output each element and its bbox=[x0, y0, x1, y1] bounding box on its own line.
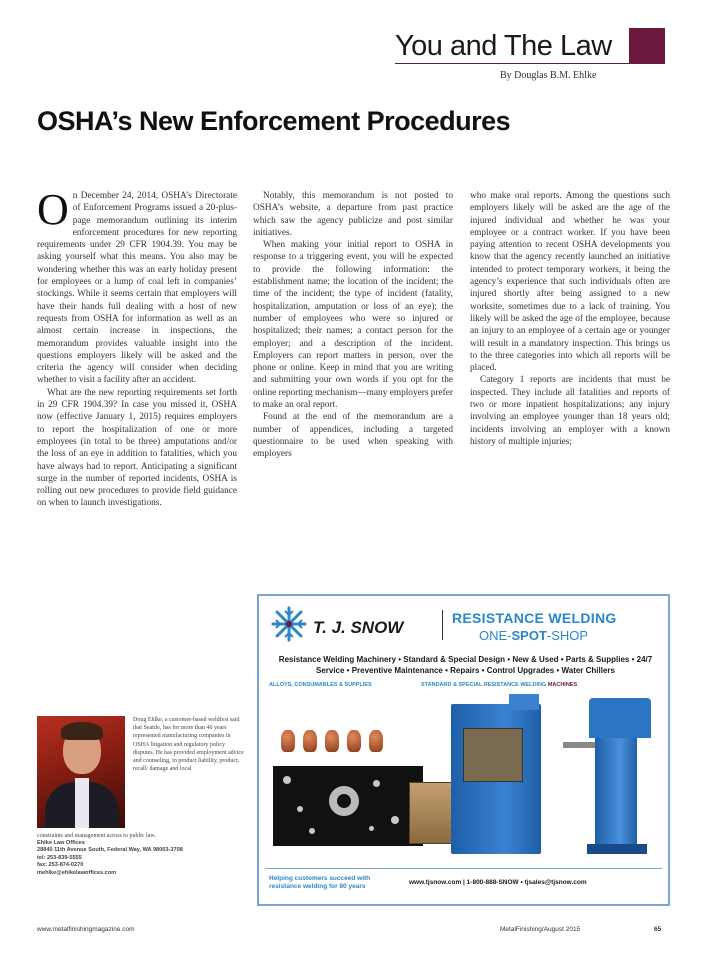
byline: By Douglas B.M. Ehlke bbox=[500, 70, 597, 81]
dropcap: O bbox=[37, 190, 69, 234]
paragraph: Notably, this memorandum is not posted to OSHA’s website, a departure from past practice which saw the agency publicize and post similar initiatives. bbox=[253, 191, 453, 238]
article-title: OSHA’s New Enforcement Procedures bbox=[37, 106, 511, 136]
section-header bbox=[395, 28, 665, 64]
author-bio-continued: constraints and management across to public law. bbox=[37, 833, 156, 839]
welding-machine-image bbox=[451, 704, 541, 854]
section-title: You and The Law bbox=[395, 30, 612, 62]
author-photo bbox=[37, 716, 125, 828]
page-number: 65 bbox=[654, 926, 662, 933]
paragraph: When making your initial report to OSHA in response to a triggering event, you will be expected to provide the following information: the establishment name; the location of the incident; the time of the incident; the type of incident (fatality, hospitalization, amputation or loss of an eye); the number of employees who were so injured or hospitalized; their names; a contact person for the employer; and a description of the incident. Employers can report matters in person, over the phone or online. Keep in mind that you are writing and submitting your own words if you opt for the online reporting mechanism—many employers prefer to make an oral report. bbox=[253, 240, 453, 411]
footer-issue: MetalFinishing/August 2015 bbox=[500, 926, 581, 933]
ad-divider bbox=[442, 610, 443, 640]
spot-welder-image bbox=[559, 698, 655, 858]
ad-company-name: T. J. SNOW bbox=[313, 618, 404, 637]
contact-fax: fax: 253-874-0270 bbox=[37, 862, 84, 869]
author-bio: Doug Ehlke, a customer-based weldfest said that Seattle, has for more than 40 years represented manufacturing companies in OSHA litigation and regulatory policy disputes. He has provided employment advice and counseling, in product liability, product, recall/ damage and local bbox=[133, 717, 244, 773]
ad-contact[interactable]: www.tjsnow.com | 1-800-888-SNOW • tjsales@tjsnow.com bbox=[409, 879, 587, 886]
article-column-3 bbox=[470, 190, 670, 585]
ad-services: Resistance Welding Machinery • Standard & Special Design • New & Used • Parts & Supplies • 24/7 Service • Preventive Maintenance • Repairs • Control Upgrades • Water Chillers bbox=[278, 655, 653, 675]
advertisement[interactable] bbox=[257, 594, 670, 906]
contact-name: Ehlke Law Offices bbox=[37, 840, 85, 846]
section-accent-block bbox=[629, 28, 665, 64]
contact-tel: tel: 253-839-5555 bbox=[37, 854, 82, 861]
welding-parts-image bbox=[273, 766, 423, 846]
paragraph: On December 24, 2014, OSHA’s Directorate of Enforcement Programs issued a 20-plus-page memorandum outlining its interim enforcement procedures for new reporting requirements under 29 CFR 1904.39. You may be asking yourself what this means. You also may be wondering whether this was an early holiday present for employees or a lump of coal left in companies’ stockings. While it seems certain that employers will have their hands full dealing with a host of new requests from OSHA for information as well as an almost certain increase in inspections, the memorandum provides valuable insight into the questions employers likely will be asked and the criteria the agency will consider when deciding whether to visit a facility after an accident. bbox=[37, 190, 237, 386]
ad-sub-right: STANDARD & SPECIAL RESISTANCE WELDING MACHINES bbox=[421, 682, 578, 688]
contact-address: 28840 11th Avenue South, Federal Way, WA 98003-3708 bbox=[37, 847, 183, 854]
welding-bench-image bbox=[409, 782, 457, 844]
snowflake-logo-icon bbox=[271, 606, 307, 642]
ad-tagline: Helping customers succeed with resistance welding for 80 years bbox=[269, 875, 371, 890]
paragraph: who make oral reports. Among the questions such employers likely will be asked are the age of the injured individual and whether he was your employee or a contract worker. If you have been paying attention to recent OSHA developments you know that the agency recently launched an initiative intended to protect temporary workers, it being the agency’s experience that such individuals often are injured shortly after being assigned to a new worksite, sometimes due to a lack of training. You likely will be asked the age of the employee, because an injury to an employee of a certain age or younger will result in a mandatory inspection. This brings us to the three categories into which all reports will be placed. bbox=[470, 191, 670, 374]
paragraph: Category 1 reports are incidents that must be inspected. They include all fatalities and reports of two or more inpatient hospitalizations; any injury involving an employee younger than 18 years old; incidents involving an employer with a known history of multiple injuries; bbox=[470, 375, 670, 447]
ad-rule bbox=[265, 868, 662, 869]
author-contact bbox=[37, 840, 247, 877]
article-column-1 bbox=[37, 190, 237, 705]
header-rule bbox=[395, 63, 665, 64]
author-box bbox=[37, 716, 247, 876]
electrode-tips-image bbox=[281, 730, 391, 754]
article-column-2 bbox=[253, 190, 453, 585]
contact-email[interactable]: mehlke@ehlkelawoffices.com bbox=[37, 869, 117, 876]
ad-headline: RESISTANCE WELDING bbox=[452, 610, 617, 626]
paragraph: What are the new reporting requirements set forth in 29 CFR 1904.39? In case you missed it, OSHA now (effective January 1, 2015) requires employers to report the hospitalization of one or more employees (in total to be three) amputations and/or the loss of an eye in addition to fatalities, which you have always had to report. Anticipating a significant surge in the number of reported incidents, OSHA is rolling out new procedures to provide field guidance on when to launch investigations. bbox=[37, 387, 237, 509]
ad-sub-left: ALLOYS, CONSUMABLES & SUPPLIES bbox=[269, 682, 372, 688]
footer-website[interactable]: www.metalfinishingmagazine.com bbox=[37, 926, 135, 933]
paragraph: Found at the end of the memorandum are a number of appendices, including a targeted questionnaire to be used when speaking with employers bbox=[253, 412, 453, 460]
ad-subline: ONE-SPOT-SHOP bbox=[479, 628, 589, 643]
